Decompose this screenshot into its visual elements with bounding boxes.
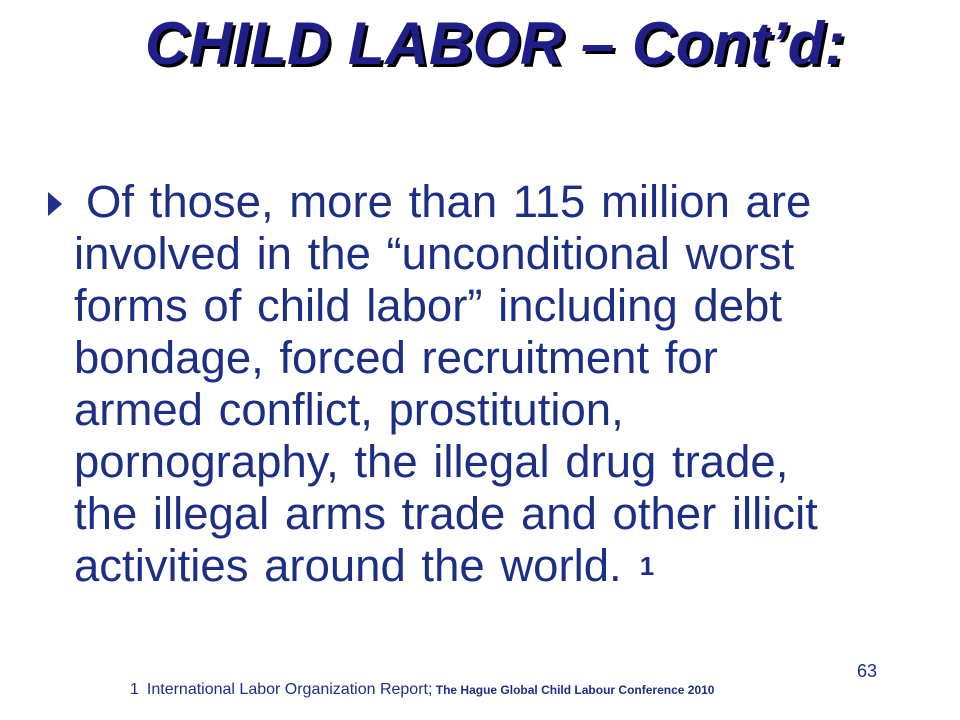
footnote-source: International Labor Organization Report; (146, 681, 433, 698)
bullet-line: pornography, the illegal drug trade, (74, 436, 789, 487)
bullet-line: Of those, more than 115 million are (86, 176, 812, 227)
bullet-text (48, 176, 928, 592)
footnote-ref: 1 (130, 681, 139, 698)
footnote-marker: 1 (639, 551, 655, 581)
slide-title: CHILD LABOR – Cont’d: (145, 10, 846, 77)
page-number: 63 (857, 661, 878, 681)
bullet-line-last (74, 540, 928, 592)
bullet-item (48, 176, 928, 592)
footnote-conference: The Hague Global Child Labour Conference 2010 (432, 683, 715, 697)
bullet-line: bondage, forced recruitment for (74, 332, 718, 383)
bullet-line: forms of child labor” including debt (74, 280, 782, 331)
bullet-line: the illegal arms trade and other illicit (74, 488, 818, 539)
right-triangle-bullet-icon (48, 192, 62, 216)
bullet-line: activities around the world. (74, 540, 622, 591)
bullet-line: involved in the “unconditional worst (74, 228, 795, 279)
footnote (130, 681, 714, 699)
bullet-line: armed conflict, prostitution, (74, 384, 624, 435)
